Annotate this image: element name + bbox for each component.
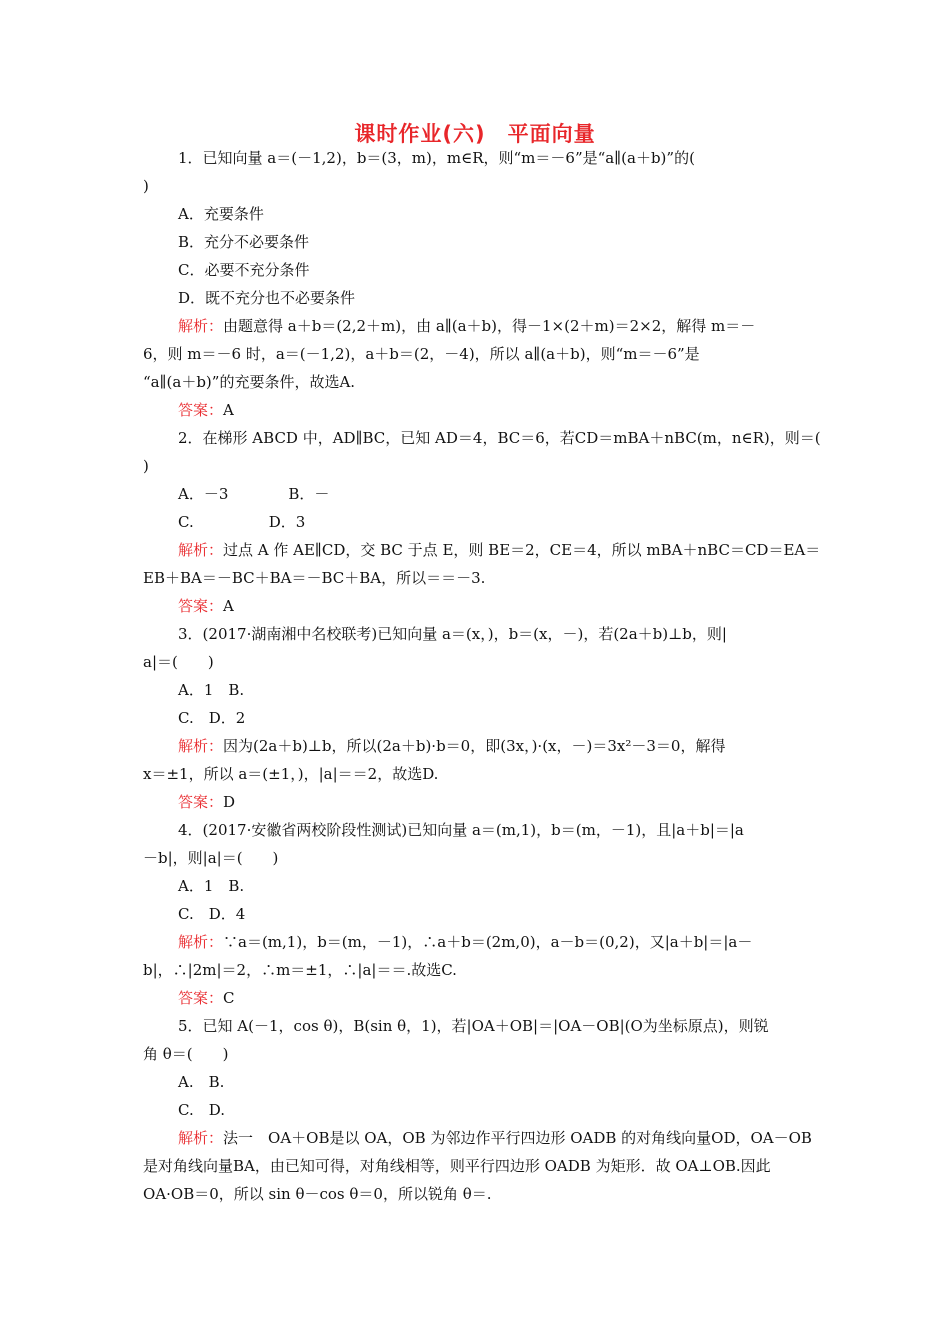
q2-analysis: 解析：过点 A 作 AE∥CD，交 BC 于点 E，则 BE＝2，CE＝4，所以 mBA＋nBC＝CD＝EA＝ xyxy=(178,541,821,559)
q3-stem-cont: a|＝( ) xyxy=(143,653,214,671)
answer-label: 答案： xyxy=(178,793,224,811)
q2-options-ab: A．－3 B．－ xyxy=(178,485,330,503)
answer-label: 答案： xyxy=(178,989,224,1007)
q3-stem: 3．(2017·湖南湘中名校联考)已知向量 a＝(x，)，b＝(x，－)，若(2a＋b)⊥b，则| xyxy=(178,625,727,643)
q3-options-ab: A．1 B. xyxy=(178,681,245,699)
q5-analysis-cont: OA·OB＝0，所以 sin θ－cos θ＝0，所以锐角 θ＝. xyxy=(143,1185,492,1203)
q2-stem: 2．在梯形 ABCD 中，AD∥BC，已知 AD＝4，BC＝6，若CD＝mBA＋nBC(m，n∈R)，则＝( xyxy=(178,429,821,447)
q4-options-ab: A．1 B. xyxy=(178,877,245,895)
page-title: 课时作业(六) 平面向量 xyxy=(354,122,596,146)
q1-stem-cont: ) xyxy=(143,177,149,195)
q4-stem: 4．(2017·安徽省两校阶段性测试)已知向量 a＝(m,1)，b＝(m，－1)，且|a＋b|＝|a xyxy=(178,821,744,839)
q3-answer: 答案：D xyxy=(178,793,236,811)
q4-answer: 答案：C xyxy=(178,989,235,1007)
q1-stem: 1．已知向量 a＝(－1,2)，b＝(3，m)，m∈R，则“m＝－6”是“a∥(a＋b)”的( xyxy=(178,149,695,167)
q4-stem-cont: －b|，则|a|＝( ) xyxy=(143,849,279,867)
q1-option-d: D．既不充分也不必要条件 xyxy=(178,289,356,307)
q5-options-cd: C. D. xyxy=(178,1101,225,1119)
q5-options-ab: A. B. xyxy=(178,1073,225,1091)
answer-label: 答案： xyxy=(178,401,224,419)
q5-analysis-cont: 是对角线向量BA，由已知可得，对角线相等，则平行四边形 OADB 为矩形．故 OA⊥OB.因此 xyxy=(143,1157,771,1175)
q1-analysis-cont: “a∥(a＋b)”的充要条件，故选A. xyxy=(143,373,356,391)
q2-answer: 答案：A xyxy=(178,597,234,615)
analysis-label: 解析： xyxy=(178,933,224,951)
analysis-label: 解析： xyxy=(178,1129,224,1147)
q5-analysis: 解析：法一 OA＋OB是以 OA，OB 为邻边作平行四边形 OADB 的对角线向量OD，OA－OB xyxy=(178,1129,812,1147)
q3-options-cd: C. D．2 xyxy=(178,709,246,727)
q3-analysis-cont: x＝±1，所以 a＝(±1，)，|a|＝＝2，故选D. xyxy=(143,765,439,783)
q4-analysis-cont: b|，∴|2m|＝2，∴m＝±1，∴|a|＝＝.故选C. xyxy=(143,961,457,979)
analysis-label: 解析： xyxy=(178,317,224,335)
answer-label: 答案： xyxy=(178,597,224,615)
q1-option-a: A．充要条件 xyxy=(178,205,264,223)
analysis-label: 解析： xyxy=(178,541,224,559)
q4-analysis: 解析：∵a＝(m,1)，b＝(m，－1)，∴a＋b＝(2m,0)，a－b＝(0,2)，又|a＋b|＝|a－ xyxy=(178,933,753,951)
analysis-label: 解析： xyxy=(178,737,224,755)
q1-option-c: C．必要不充分条件 xyxy=(178,261,310,279)
q1-analysis-cont: 6，则 m＝－6 时，a＝(－1,2)，a＋b＝(2，－4)，所以 a∥(a＋b)，则“m＝－6”是 xyxy=(143,345,700,363)
q5-stem-cont: 角 θ＝( ) xyxy=(143,1045,229,1063)
q1-option-b: B．充分不必要条件 xyxy=(178,233,310,251)
q1-answer: 答案：A xyxy=(178,401,234,419)
q3-analysis: 解析：因为(2a＋b)⊥b，所以(2a＋b)·b＝0，即(3x，)·(x，－)＝3x²－3＝0，解得 xyxy=(178,737,726,755)
q2-options-cd: C. D．3 xyxy=(178,513,306,531)
q2-analysis-cont: EB＋BA＝－BC＋BA＝－BC＋BA，所以＝＝－3. xyxy=(143,569,486,587)
q5-stem: 5．已知 A(－1，cos θ)，B(sin θ，1)，若|OA＋OB|＝|OA－OB|(O为坐标原点)，则锐 xyxy=(178,1017,769,1035)
q1-analysis: 解析：由题意得 a＋b＝(2,2＋m)，由 a∥(a＋b)，得－1×(2＋m)＝2×2，解得 m＝－ xyxy=(178,317,756,335)
q4-options-cd: C. D．4 xyxy=(178,905,246,923)
q2-stem-cont: ) xyxy=(143,457,149,475)
